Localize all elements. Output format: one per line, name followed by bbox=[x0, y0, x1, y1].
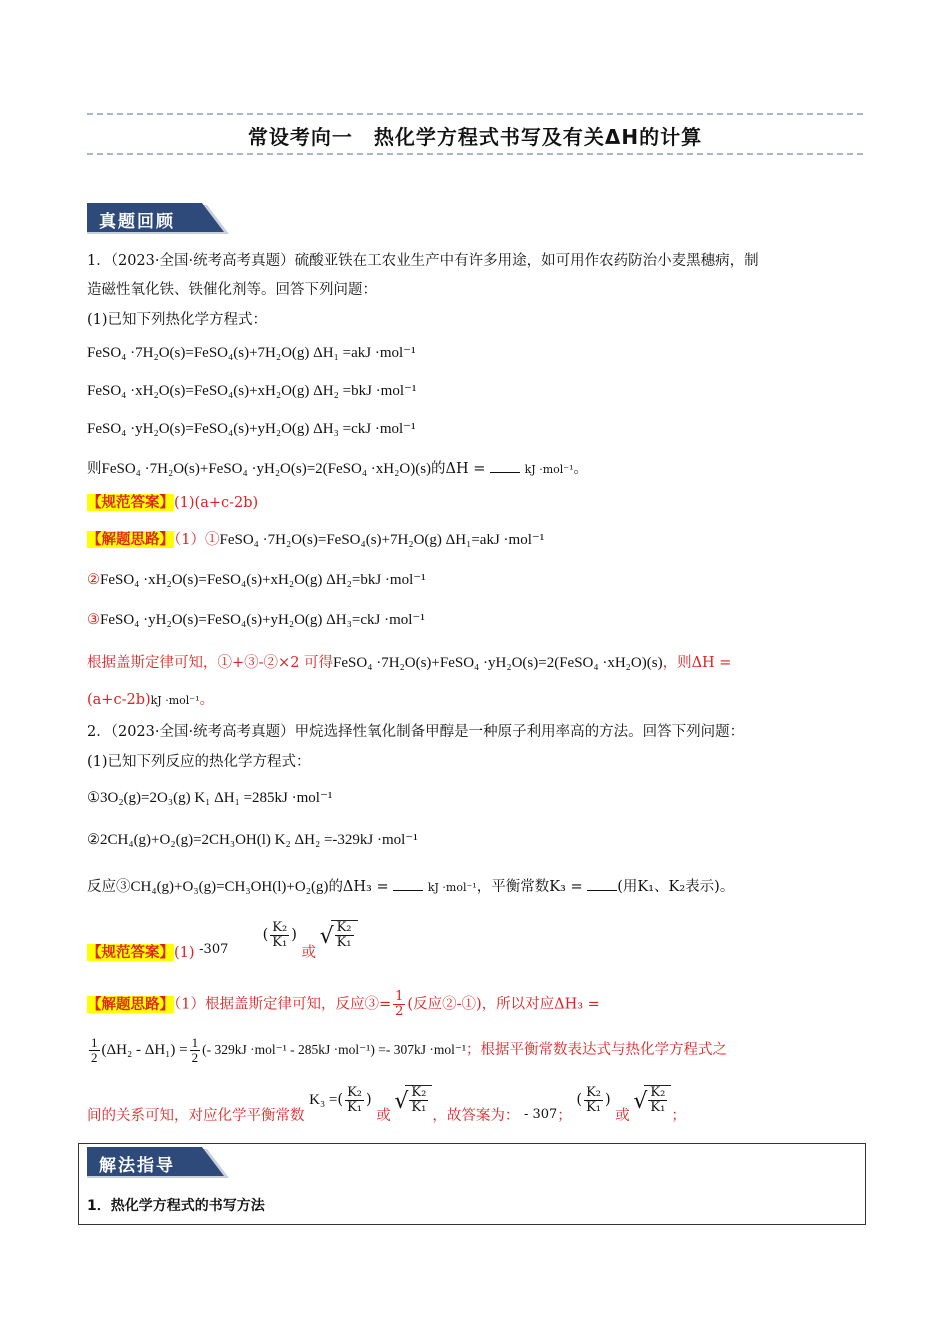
q1-idea-5 bbox=[87, 690, 867, 711]
section-title-review: 真题回顾 bbox=[99, 212, 175, 232]
q1-answer-blank bbox=[490, 458, 520, 473]
q2-idea-3: 间的关系可知，对应化学平衡常数 K₃ =( $\frac{\text{K₂}}{\text{K₁}}$ ) 或 √ $\frac{\text{K₂}}{\text{K₁}}$ ，故答案为： - 307； ( $\frac{\text{K₂}}{\text{K₁}}$ ) 或 √ $\frac{\text{K₂}}{\text{K₁}}$ ； bbox=[87, 1085, 867, 1135]
q2-reaction-2-prefix: ② bbox=[87, 832, 100, 848]
q2-answer-or: 或 bbox=[301, 945, 316, 961]
q1-idea-2-prefix: ② bbox=[87, 572, 100, 588]
q2-reaction-3 bbox=[87, 876, 867, 898]
q1-question-end: 。 bbox=[573, 461, 588, 477]
q1-answer-tag: 【规范答案】 bbox=[87, 494, 174, 511]
q2-reaction-2-equation: 2CH₄(g)+O₂(g)=2CH₃OH(l) K₂ ΔH₂ =-329kJ ·mol⁻¹ bbox=[100, 832, 418, 848]
q2-idea-3-fraction bbox=[345, 1086, 364, 1115]
fraction-denominator: K₁ bbox=[336, 935, 352, 950]
q2-idea-3-sep: ； bbox=[557, 1108, 572, 1124]
q1-idea-3 bbox=[87, 610, 867, 630]
q2-idea-3-value: - 307 bbox=[523, 1107, 558, 1122]
q2-reaction-3-dh: 的ΔH₃ = bbox=[328, 879, 389, 895]
q1-equation-1: FeSO₄ ·7H₂O(s)=FeSO₄(s)+7H₂O(g) ΔH₁ =akJ ·mol⁻¹ bbox=[87, 345, 416, 361]
q2-idea-3-answer-label: ，故答案为： bbox=[432, 1108, 520, 1124]
fraction-denominator: K₁ bbox=[272, 934, 288, 950]
q1-idea-2-equation: FeSO₄ ·xH₂O(s)=FeSO₄(s)+xH₂O(g) ΔH₂=bkJ ·mol⁻¹ bbox=[100, 572, 426, 588]
q2-answer-tag: 【规范答案】 bbox=[87, 944, 174, 961]
fraction-denominator: K₁ bbox=[347, 1099, 362, 1115]
page-title: 常设考向一 热化学方程式书写及有关ΔH的计算 bbox=[247, 125, 703, 149]
method-box bbox=[78, 1143, 866, 1225]
section-banner-method bbox=[87, 1147, 232, 1180]
fraction-numerator: K₂ bbox=[347, 1084, 362, 1100]
fraction-numerator: K₂ bbox=[272, 919, 288, 935]
q2-idea-1 bbox=[87, 990, 867, 1019]
q2-reaction-1 bbox=[87, 788, 867, 808]
q1-idea-tag: 【解题思路】 bbox=[87, 531, 174, 548]
q1-stem-2: 造磁性氧化铁、铁催化剂等。回答下列问题： bbox=[87, 282, 377, 298]
sqrt-fraction bbox=[335, 921, 354, 950]
q1-idea-4-suffix: ，则ΔH = bbox=[662, 655, 732, 671]
fraction-denominator: 2 bbox=[191, 1050, 199, 1065]
fraction-denominator: K₁ bbox=[650, 1100, 666, 1115]
fraction-denominator: K₁ bbox=[586, 1099, 601, 1115]
q2-idea-2-half bbox=[89, 1036, 100, 1065]
q1-equation-2: FeSO₄ ·xH₂O(s)=FeSO₄(s)+xH₂O(g) ΔH₂ =bkJ ·mol⁻¹ bbox=[87, 383, 417, 399]
q2-answer-value: -307 bbox=[199, 942, 229, 957]
q1-idea-1-equation: FeSO₄ ·7H₂O(s)=FeSO₄(s)+7H₂O(g) ΔH₁=akJ ·mol⁻¹ bbox=[219, 532, 545, 548]
q1-stem-1: 1．（2023·全国·统考高考真题）硫酸亚铁在工农业生产中有许多用途，如可用作农药防治小麦黑穗病，制 bbox=[87, 253, 759, 269]
q1-question-equation: FeSO₄ ·7H₂O(s)+FeSO₄ ·yH₂O(s)=2(FeSO₄ ·xH₂O)(s) bbox=[101, 461, 432, 477]
q2-idea-3-or-b: 或 bbox=[615, 1108, 630, 1124]
q1-idea-2 bbox=[87, 570, 867, 590]
q2-idea-2-calc: (- 329kJ ·mol⁻¹ - 285kJ ·mol⁻¹) =- 307kJ ·mol⁻¹ bbox=[202, 1041, 466, 1057]
fraction-denominator: 2 bbox=[395, 1004, 404, 1019]
sqrt-fraction bbox=[409, 1086, 428, 1115]
q2-idea-3-end: ； bbox=[671, 1108, 686, 1124]
q1-idea-3-prefix: ③ bbox=[87, 612, 100, 628]
q2-answer-prefix: (1) bbox=[174, 945, 195, 961]
q2-reaction-3-k: ，平衡常数K₃ = bbox=[476, 879, 583, 895]
q2-dh-blank bbox=[393, 876, 423, 891]
q1-idea-4-prefix: 根据盖斯定律可知，①+③-②×2 可得 bbox=[87, 655, 334, 671]
q2-k-blank bbox=[587, 876, 617, 891]
fraction-numerator: K₂ bbox=[586, 1084, 601, 1100]
q2-idea-3-sqrt-b bbox=[644, 1085, 671, 1115]
q1-equation-3: FeSO₄ ·yH₂O(s)=FeSO₄(s)+yH₂O(g) ΔH₃ =ckJ ·mol⁻¹ bbox=[87, 421, 416, 437]
fraction-numerator: √ K₂ bbox=[336, 920, 352, 935]
q2-answer-fraction bbox=[270, 921, 289, 950]
fraction-numerator: √ K₂ bbox=[411, 1085, 427, 1100]
fraction-numerator: 1 bbox=[395, 989, 404, 1004]
q2-idea-1-text-b: (反应②-①)，所以对应ΔH₃ = bbox=[407, 996, 600, 1013]
q2-part: (1)已知下列反应的热化学方程式： bbox=[87, 754, 311, 770]
q1-part: (1)已知下列热化学方程式： bbox=[87, 312, 268, 328]
q1-answer-line bbox=[87, 493, 867, 513]
q2-answer-sqrt bbox=[331, 920, 358, 950]
q1-idea-3-equation: FeSO₄ ·yH₂O(s)=FeSO₄(s)+yH₂O(g) ΔH₃=ckJ ·mol⁻¹ bbox=[100, 612, 425, 628]
q2-idea-3-sqrt bbox=[405, 1085, 432, 1115]
q2-reaction-2 bbox=[87, 830, 867, 850]
q2-idea-tag: 【解题思路】 bbox=[87, 995, 174, 1013]
q2-reaction-3-equation: CH₄(g)+O₃(g)=CH₃OH(l)+O₂(g) bbox=[130, 879, 329, 895]
q2-idea-half bbox=[393, 990, 405, 1019]
q1-question bbox=[87, 458, 867, 480]
q1-question-dh: 的ΔH = bbox=[431, 461, 486, 477]
q2-idea-2-tail: ；根据平衡常数表达式与热化学方程式之 bbox=[466, 1041, 727, 1058]
q1-question-prefix: 则 bbox=[87, 461, 102, 477]
q2-idea-2-text: (ΔH₂ - ΔH₁) = bbox=[101, 1041, 188, 1058]
q1-idea-1-prefix: （1）① bbox=[174, 532, 220, 548]
q1-idea-5-end: 。 bbox=[199, 692, 214, 708]
section-banner-review bbox=[87, 203, 232, 236]
q2-reaction-3-end: (用K₁、K₂表示)。 bbox=[617, 879, 735, 895]
section-title-method: 解法指导 bbox=[99, 1156, 175, 1176]
q2-idea-3-or: 或 bbox=[376, 1108, 391, 1124]
q2-idea-1-text: （1）根据盖斯定律可知，反应③= bbox=[174, 996, 392, 1013]
q1-idea-1 bbox=[87, 530, 867, 550]
q2-idea-3-k: K₃ = bbox=[309, 1092, 338, 1108]
fraction-denominator: K₁ bbox=[411, 1100, 427, 1115]
q2-idea-3-fraction-b bbox=[584, 1086, 603, 1115]
q2-reaction-1-equation: 3O₂(g)=2O₃(g) K₁ ΔH₁ =285kJ ·mol⁻¹ bbox=[100, 790, 333, 806]
q2-idea-2 bbox=[87, 1036, 867, 1065]
fraction-numerator: 1 bbox=[191, 1035, 199, 1050]
q2-answer-line: 【规范答案】(1) -307 ( $\frac{\text{K₂}}{\text{K₁}}$ ) 或 √ $\frac{\text{K₂}}{\text{K₁}}$ bbox=[87, 920, 867, 970]
fraction-numerator: √ K₂ bbox=[650, 1085, 666, 1100]
q1-idea-4-equation: FeSO₄ ·7H₂O(s)+FeSO₄ ·yH₂O(s)=2(FeSO₄ ·xH₂O)(s) bbox=[333, 655, 663, 671]
q1-question-unit: kJ ·mol⁻¹ bbox=[524, 463, 574, 476]
q1-idea-5-value: (a+c-2b) bbox=[87, 692, 151, 708]
q2-reaction-3-prefix: 反应③ bbox=[87, 879, 131, 895]
q2-reaction-1-prefix: ① bbox=[87, 790, 100, 806]
q2-idea-2-half-b bbox=[190, 1036, 201, 1065]
fraction-numerator: 1 bbox=[91, 1035, 98, 1050]
sqrt-fraction bbox=[648, 1086, 667, 1115]
title-bar bbox=[87, 113, 863, 155]
q1-idea-4 bbox=[87, 653, 867, 673]
q2-idea-3-text: 间的关系可知，对应化学平衡常数 bbox=[87, 1108, 305, 1124]
q1-answer: (1)(a+c-2b) bbox=[174, 495, 259, 511]
q2-stem: 2．（2023·全国·统考高考真题）甲烷选择性氧化制备甲醇是一种原子利用率高的方法。回答下列问题： bbox=[87, 724, 745, 740]
method-item-1: 1．热化学方程式的书写方法 bbox=[87, 1198, 265, 1214]
q2-reaction-3-unit: kJ ·mol⁻¹ bbox=[427, 881, 477, 894]
q1-idea-5-unit: kJ ·mol⁻¹ bbox=[150, 694, 200, 707]
fraction-denominator: 2 bbox=[91, 1050, 98, 1065]
